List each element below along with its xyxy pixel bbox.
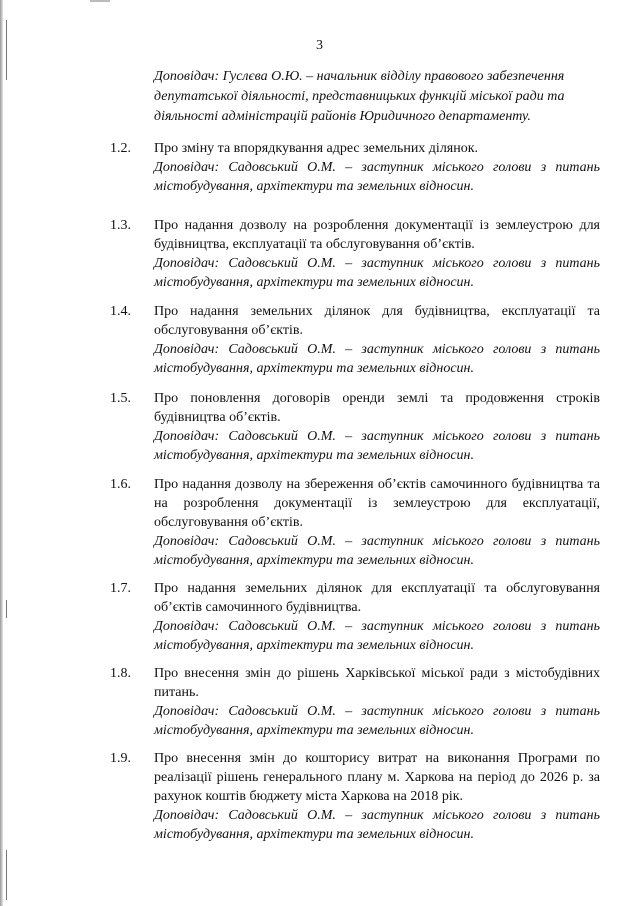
item-number: 1.7. <box>110 581 131 596</box>
item-title: Про внесення змін до кошторису витрат на виконання Програми по реалізації рішень генерального плану м. Харкова на період до 2026 р. за рахунок коштів бюджету міста Харкова на 2018 рік. <box>154 751 600 804</box>
item-speaker: Доповідач: Садовський О.М. – заступник міського голови з питань містобудування, архітектури та земельних відносин. <box>154 534 600 568</box>
item-body <box>154 475 600 570</box>
intro-speaker: Доповідач: Гуслєва О.Ю. – начальник відділу правового забезпечення депутатської діяльності, представницьких функцій міської ради та діяльності адміністрацій районів Юридичного департаменту. <box>154 69 565 124</box>
item-number: 1.6. <box>110 477 131 492</box>
item-title: Про внесення змін до рішень Харківської міської ради з містобудівних питань. <box>154 666 600 700</box>
item-body <box>154 389 600 465</box>
item-speaker: Доповідач: Садовський О.М. – заступник міського голови з питань містобудування, архітектури та земельних відносин. <box>154 342 600 376</box>
item-title: Про надання дозволу на збереження об’єктів самочинного будівництва та на розроблення документації із землеустрою для експлуатації, обслуговування об’єктів. <box>154 477 600 530</box>
scan-mark <box>6 600 7 618</box>
item-body <box>154 664 600 740</box>
scan-edge-left <box>0 0 3 906</box>
item-speaker: Доповідач: Садовський О.М. – заступник міського голови з питань містобудування, архітектури та земельних відносин. <box>154 704 600 738</box>
item-speaker: Доповідач: Садовський О.М. – заступник міського голови з питань містобудування, архітектури та земельних відносин. <box>154 429 600 463</box>
item-number: 1.4. <box>110 304 131 319</box>
item-title: Про надання земельних ділянок для експлуатації та обслуговування об’єктів самочинного будівництва. <box>154 581 600 615</box>
item-body <box>154 302 600 378</box>
scan-mark <box>6 850 7 900</box>
scan-edge-top <box>90 0 110 2</box>
item-body <box>154 749 600 844</box>
item-speaker: Доповідач: Садовський О.М. – заступник міського голови з питань містобудування, архітектури та земельних відносин. <box>154 256 600 290</box>
item-number: 1.2. <box>110 141 131 156</box>
item-body <box>154 139 600 196</box>
item-title: Про поновлення договорів оренди землі та продовження строків будівництва об’єктів. <box>154 391 600 425</box>
item-body <box>154 579 600 655</box>
item-number: 1.5. <box>110 391 131 406</box>
item-body <box>154 216 600 292</box>
item-number: 1.8. <box>110 666 131 681</box>
page-number: 3 <box>316 38 323 53</box>
item-speaker: Доповідач: Садовський О.М. – заступник міського голови з питань містобудування, архітектури та земельних відносин. <box>154 808 600 842</box>
item-speaker: Доповідач: Садовський О.М. – заступник міського голови з питань містобудування, архітектури та земельних відносин. <box>154 619 600 653</box>
item-title: Про надання земельних ділянок для будівництва, експлуатації та обслуговування об’єктів. <box>154 304 600 338</box>
item-title: Про надання дозволу на розроблення документації із землеустрою для будівництва, експлуатації та обслуговування об’єктів. <box>154 218 600 252</box>
item-title: Про зміну та впорядкування адрес земельних ділянок. <box>154 141 479 156</box>
item-speaker: Доповідач: Садовський О.М. – заступник міського голови з питань містобудування, архітектури та земельних відносин. <box>154 160 600 194</box>
item-number: 1.3. <box>110 218 131 233</box>
item-number: 1.9. <box>110 751 131 766</box>
